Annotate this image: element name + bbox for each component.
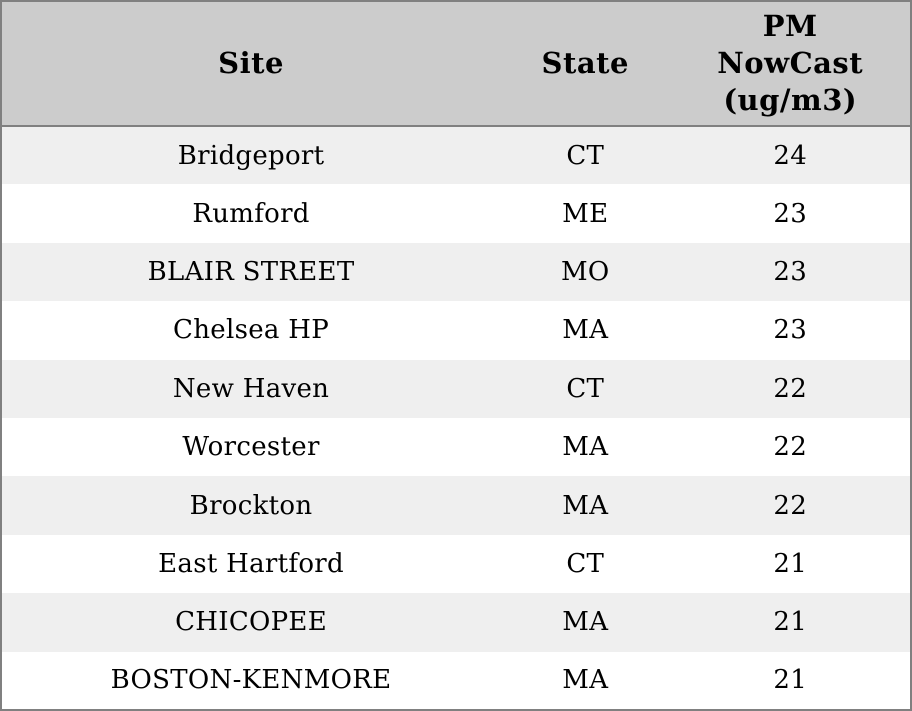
pm-nowcast-cell: 22 <box>773 432 808 463</box>
site-cell: East Hartford <box>158 548 344 579</box>
site-cell: New Haven <box>172 373 330 404</box>
table-row <box>1 652 911 710</box>
state-cell: MO <box>561 256 610 287</box>
site-cell: BOSTON-KENMORE <box>110 665 392 696</box>
site-cell: Chelsea HP <box>173 315 330 346</box>
column-header-pm-nowcast <box>670 1 911 126</box>
table-row <box>1 243 911 301</box>
column-header-state-label: State <box>541 46 629 80</box>
header-row <box>1 1 911 126</box>
pm-nowcast-cell: 21 <box>773 665 808 696</box>
site-cell: Brockton <box>189 490 313 521</box>
table-row <box>1 184 911 242</box>
pm-nowcast-cell: 24 <box>773 140 808 171</box>
site-cell: Bridgeport <box>177 140 325 171</box>
state-cell: MA <box>562 607 609 638</box>
column-header-site <box>1 1 500 126</box>
pm-nowcast-cell: 22 <box>773 490 808 521</box>
table-row <box>1 126 911 184</box>
table-row <box>1 301 911 359</box>
pm-nowcast-cell: 21 <box>773 548 808 579</box>
table-row <box>1 535 911 593</box>
table-row <box>1 418 911 476</box>
column-header-site-label: Site <box>218 46 284 80</box>
state-cell: MA <box>562 665 609 696</box>
site-cell: CHICOPEE <box>175 607 327 638</box>
pm-nowcast-cell: 23 <box>773 315 808 346</box>
state-cell: CT <box>566 373 605 404</box>
state-cell: CT <box>566 140 605 171</box>
column-header-pm-nowcast-label: PM NowCast (ug/m3) <box>717 9 864 117</box>
table-row <box>1 360 911 418</box>
site-cell: Rumford <box>192 198 310 229</box>
pm-nowcast-cell: 23 <box>773 198 808 229</box>
state-cell: ME <box>562 198 609 229</box>
table-body <box>1 126 911 710</box>
pm-nowcast-cell: 23 <box>773 256 808 287</box>
column-header-state <box>500 1 670 126</box>
table-row <box>1 593 911 651</box>
site-cell: BLAIR STREET <box>147 256 355 287</box>
state-cell: CT <box>566 548 605 579</box>
state-cell: MA <box>562 490 609 521</box>
pm-nowcast-cell: 21 <box>773 607 808 638</box>
state-cell: MA <box>562 432 609 463</box>
site-cell: Worcester <box>182 432 320 463</box>
pm-nowcast-cell: 22 <box>773 373 808 404</box>
table-row <box>1 476 911 534</box>
table-header <box>1 1 911 126</box>
state-cell: MA <box>562 315 609 346</box>
